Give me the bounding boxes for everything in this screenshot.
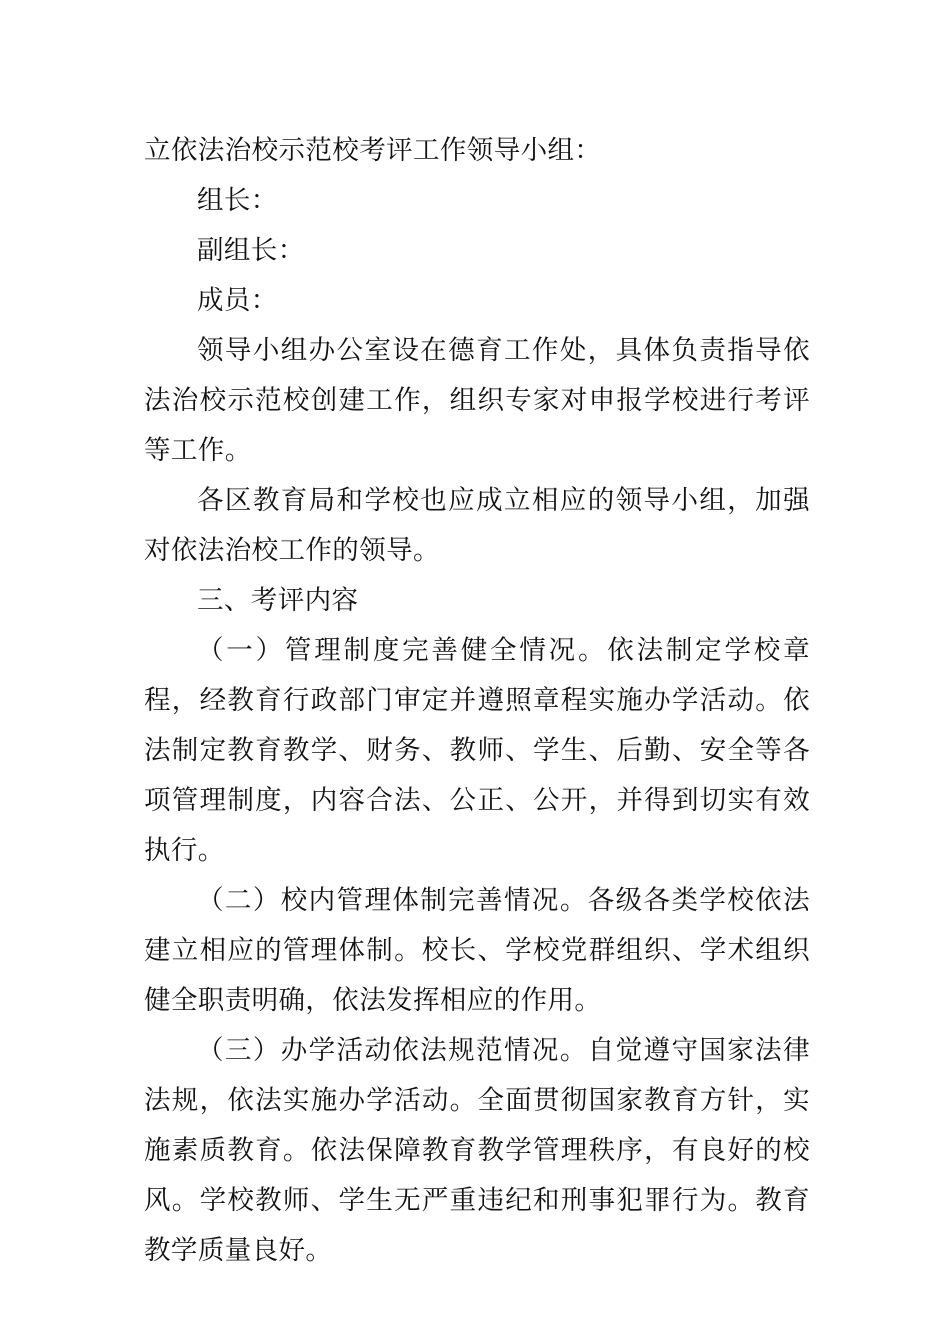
paragraph-members: 成员： [197,285,278,316]
paragraph-item-1: （一）管理制度完善健全情况。依法制定学校章程，经教育行政部门审定并遵照章程实施办学活动。依法制定教育教学、财务、教师、学生、后勤、安全等各项管理制度，内容合法、公正、公开，并得到切实有效执行。 [144,635,810,866]
section-heading-evaluation-content: 三、考评内容 [197,585,359,616]
paragraph-item-2: （二）校内管理体制完善情况。各级各类学校依法建立相应的管理体制。校长、学校党群组织、学术组织健全职责明确，依法发挥相应的作用。 [144,885,810,1016]
paragraph-district-bureaus: 各区教育局和学校也应成立相应的领导小组，加强对依法治校工作的领导。 [144,485,810,566]
paragraph-committee-heading: 立依法治校示范校考评工作领导小组： [144,135,602,166]
document-body [144,126,810,1276]
paragraph-office: 领导小组办公室设在德育工作处，具体负责指导依法治校示范校创建工作，组织专家对申报学校进行考评等工作。 [144,335,810,466]
paragraph-item-3: （三）办学活动依法规范情况。自觉遵守国家法律法规，依法实施办学活动。全面贯彻国家教育方针，实施素质教育。依法保障教育教学管理秩序，有良好的校风。学校教师、学生无严重违纪和刑事犯罪行为。教育教学质量良好。 [144,1035,810,1266]
paragraph-deputy-leader: 副组长： [197,235,305,266]
paragraph-leader: 组长： [197,185,278,216]
